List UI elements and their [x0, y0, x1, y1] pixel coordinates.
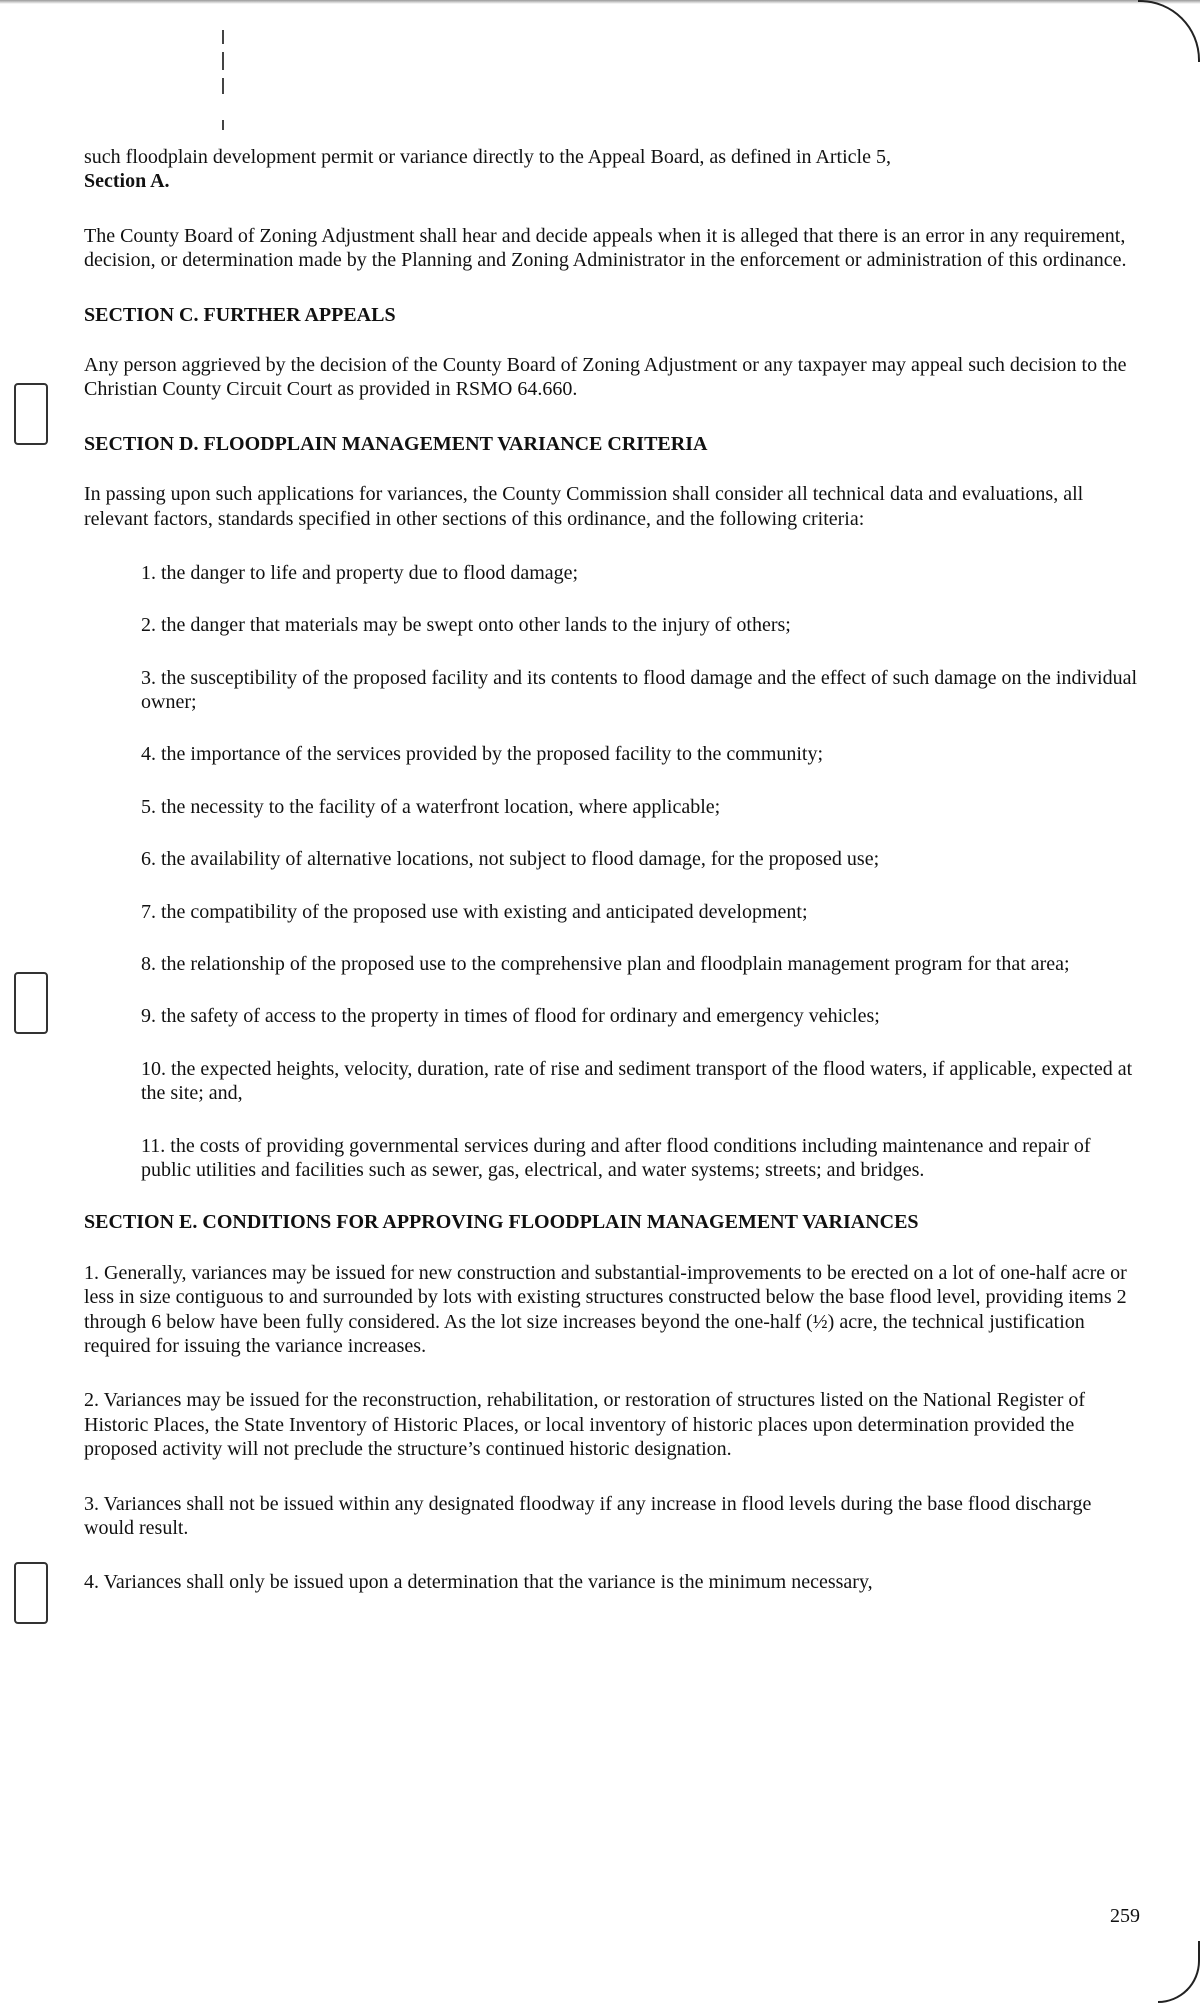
binder-hole-2 [14, 972, 48, 1034]
scan-top-edge [0, 0, 1200, 4]
criteria-item: 8. the relationship of the proposed use to the comprehensive plan and floodplain management program for that area; [141, 953, 1070, 976]
board-paragraph: The County Board of Zoning Adjustment shall hear and decide appeals when it is alleged that there is an error in any requirement, decision, or determination made by the Planning and Zoning Administrator in the enforcement or administration of this ordinance. [84, 224, 1127, 272]
variance-criteria-list [84, 561, 1144, 1182]
section-e-item: 3. Variances shall not be issued within any designated floodway if any increase in flood levels during the base flood discharge would result. [84, 1492, 1092, 1539]
binder-hole-3 [14, 1562, 48, 1624]
section-e-heading: SECTION E. CONDITIONS FOR APPROVING FLOODPLAIN MANAGEMENT VARIANCES [84, 1211, 919, 1234]
section-e-item: 1. Generally, variances may be issued for new construction and substantial-improvements to be erected on a lot of one-half acre or less in size contiguous to and surrounded by lots with existing structures constructed below the base flood level, providing items 2 through 6 below have been fully considered. As the lot size increases beyond the one-half (½) acre, the technical justification required for issuing the variance increases. [84, 1261, 1127, 1357]
scan-corner-top-right [1138, 0, 1200, 62]
criteria-item: 2. the danger that materials may be swept onto other lands to the injury of others; [141, 614, 791, 637]
criteria-item: 9. the safety of access to the property in times of flood for ordinary and emergency vehicles; [141, 1005, 880, 1028]
binder-hole-1 [14, 383, 48, 445]
page-number: 259 [1110, 1905, 1140, 1927]
document-body [84, 145, 1144, 1625]
criteria-item: 10. the expected heights, velocity, duration, rate of rise and sediment transport of the flood waters, if applicable, expected at the site; and, [141, 1057, 1133, 1105]
criteria-item: 5. the necessity to the facility of a waterfront location, where applicable; [141, 795, 721, 818]
intro-reference: Section A. [84, 170, 170, 193]
section-d-intro: In passing upon such applications for variances, the County Commission shall consider all technical data and evaluations, all relevant factors, standards specified in other sections of this ordinance, and the following criteria: [84, 483, 1084, 530]
scan-corner-bottom-right [1158, 1941, 1200, 2003]
section-c-heading: SECTION C. FURTHER APPEALS [84, 303, 396, 326]
criteria-item: 11. the costs of providing governmental services during and after flood conditions including maintenance and repair of public utilities and facilities such as sewer, gas, electrical, and water systems; streets; and bridges. [141, 1134, 1091, 1181]
criteria-item: 7. the compatibility of the proposed use with existing and anticipated development; [141, 900, 808, 923]
criteria-item: 3. the susceptibility of the proposed facility and its contents to flood damage and the effect of such damage on the individual owner; [141, 666, 1138, 714]
section-d-heading: SECTION D. FLOODPLAIN MANAGEMENT VARIANCE CRITERIA [84, 432, 708, 455]
criteria-item: 6. the availability of alternative locations, not subject to flood damage, for the proposed use; [141, 848, 880, 871]
scan-margin-marks [222, 30, 224, 130]
section-e-item: 4. Variances shall only be issued upon a determination that the variance is the minimum necessary, [84, 1571, 873, 1594]
intro-text: such floodplain development permit or variance directly to the Appeal Board, as defined in Article 5, [84, 146, 891, 168]
criteria-item: 4. the importance of the services provided by the proposed facility to the community; [141, 743, 824, 766]
criteria-item: 1. the danger to life and property due to flood damage; [141, 561, 579, 584]
intro-paragraph [84, 145, 1144, 194]
section-e-item: 2. Variances may be issued for the reconstruction, rehabilitation, or restoration of structures listed on the National Register of Historic Places, the State Inventory of Historic Places, or local inventory of historic places upon determination provided the proposed activity will not preclude the structure’s continued historic designation. [84, 1389, 1086, 1461]
section-c-body: Any person aggrieved by the decision of the County Board of Zoning Adjustment or any taxpayer may appeal such decision to the Christian County Circuit Court as provided in RSMO 64.660. [84, 353, 1127, 401]
